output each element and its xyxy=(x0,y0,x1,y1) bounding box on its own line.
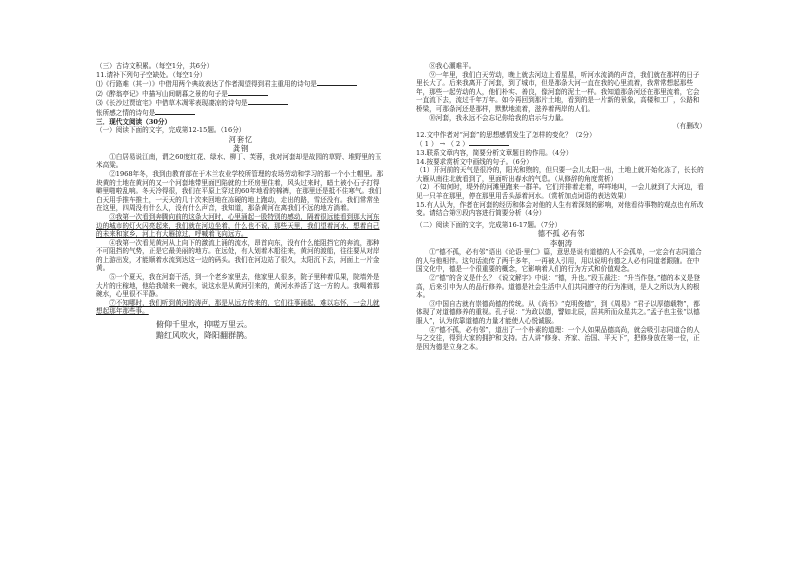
question-11-part-2: ⑵《醉翁亭记》中描写山间朝暮之景的句子是 xyxy=(96,89,386,99)
paragraph: ②“德”的含义是什么？《说文解字》中说：“德，升也。”段玉裁注：“升当作登。”德的本义是登高，后来引申为人的品行修养。道德是社会生活中人们共同遵守的行为准则，是人之所以为人的根本。 xyxy=(416,274,700,300)
right-column xyxy=(416,62,706,351)
question-12-fill: （ 1 ） → （ 2 ） xyxy=(416,139,706,149)
paragraph: ①白居易说江南，谓之60度红花、绿水、柳丁、芙蓉，我对河套却是故园的草野、堆野里的玉米高粱。 xyxy=(96,152,382,170)
poem-line: 黯红风吹火，降阳翻群鹊。 xyxy=(156,331,252,341)
answer-blank[interactable] xyxy=(248,98,288,105)
question-11-part-4: 怅所感之情的诗句是 xyxy=(96,108,386,118)
paragraph: ②1968年冬，我到由教育部在于木兰农业学校所管理的农场劳动和学习的那一个小土帽里。那块黄的土地在黄河的又一个河套地带里面凹陷就的土坯房里住着，风头过来时，暗土被小石子打得噼里啪啦乱响。冬天冷得很，我们在平原上穿过的60年地看的棉裤，在那里还是抵不住寒气。我们白天用手推车推土，一天天的几十次来回地在冻硬的地上跑动，走出的路，雪还没有。我们常常坐在这里，四周没有什么人，没有什么声音，我知道，那条黄河在离我们不远的地方淌着。 xyxy=(96,169,384,213)
answer-blank[interactable] xyxy=(228,89,268,96)
question-11-part-3: ⑶《长沙过贾谊宅》中借草木凋零表现凄凉的诗句是 xyxy=(96,98,386,108)
question-14-part-2: （2）不知何时，堤外的河滩里跑来一群羊。它们并排着走着，咩咩地叫，一会儿就到了大河边，看见一只羊在那里，停在那里用舌头舔着河水。（赏析加点词语的表达效果） xyxy=(416,183,704,200)
essay-title: 河套忆 xyxy=(228,134,254,144)
question-15: 15.有人认为，作者在河套的经历和体会对他的人生有着深刻的影响，对他看待事物的观点也有所改变。请结合第⑨段内容进行简要分析（4分） xyxy=(416,200,704,218)
revision-note: （有删改） xyxy=(673,122,706,131)
question-12: 12.文中作者对“河套”的思想感情发生了怎样的变化？（2分） xyxy=(416,130,596,139)
question-13: 13.联系文章内容，简要分析文章题目的作用。（4分） xyxy=(416,148,573,157)
question-11: 11.请补下列句子空缺处。（每空1分） xyxy=(96,70,207,79)
paragraph: ⑤一个夏天，我在河套干活，到一个老乡家里去，他家里人很多，院子里种着瓜果，院墙外是大片的庄稼地，他给我端来一碗水，说这水是从黄河引来的，黄河水养活了这一方的人。我喝着那碗水，心里很不平静。 xyxy=(96,273,380,299)
question-11-part-1: ⑴《行路难（其一）》中借用两个典故表达了作者渴望得到君主重用的诗句是 xyxy=(96,79,386,89)
paragraph: ③中国自古就有崇德尚德的传统。从《尚书》“克明俊德”，到《周易》“君子以厚德载物”，都体现了对道德修养的重视。孔子说：“为政以德，譬如北辰，居其所而众星共之。”孟子也主张“以德服人”，认为依靠道德的力量才能使人心悦诚服。 xyxy=(416,299,700,326)
part-heading: （一）阅读下面的文字，完成第12-15题。（16分） xyxy=(96,126,246,135)
essay-author: 龚钢 xyxy=(232,143,250,153)
section-heading: 三．现代文阅读（30分） xyxy=(96,117,172,126)
paragraph: ①“德不孤，必有邻”语出《论语·里仁》篇，意思是说有道德的人不会孤单，一定会有志同道合的人与他相伴。这句话流传了两千多年，一再被人引用，用以说明有德之人必有同道者跟随。在中国文化中，德是一个很重要的概念，它影响着人们的行为方式和价值观念。 xyxy=(416,248,702,274)
paragraph: ⑩河套，我永远不会忘记你给我的启示与力量。 xyxy=(429,113,568,122)
poem-line: 俯仰千里水，抑嗟万里云。 xyxy=(156,320,252,330)
section-heading: （三）古诗文积累。（每空1分，共6分） xyxy=(96,62,214,70)
part-heading: （二）阅读下面的文字，完成第16-17题。（7分） xyxy=(416,220,562,229)
paragraph: ④我第一次看见黄河从上向下的激流上涌的流水，昂首向东，没有什么能阻挡它的奔流，那种不可阻挡的气势，正是它最美丽的地方。在远处，有人划着木船往来，黄河的渡船，往往要从对岸的上游出发，才能顺着水流到达这一边的码头。我们在河边站了很久，太阳沉下去，河面上一片金黄。 xyxy=(96,238,380,273)
answer-blank[interactable] xyxy=(317,79,357,86)
paragraph-underlined: ③我第一次看到奔腾向前的这条大河时，心里涌起一股特别的感动，隔着很远能看到那大河东边的城市的灯火闪亮起来，我们就在河边坐着，什么也不说，那些天里，我们望着河水，想着自己的未来和家乡，河上有大雁掠过，呼喊着飞向远方。 xyxy=(96,212,380,239)
question-14: 14.按要求赏析文中画线的句子。（6分） xyxy=(416,157,533,166)
answer-blank[interactable] xyxy=(469,139,509,146)
question-14-part-1: （1）开河前的天气是很冷的，阳光和煦的，但只要一会儿太阳一出，土地上就开始化冻了，长长的大雁从南往北就看到了，里面听出春水的气息。（从修辞的角度赏析） xyxy=(416,166,704,183)
paragraph: ⑧我心潮难平。 xyxy=(429,62,476,70)
paragraph: ④“德不孤，必有邻”，道出了一个朴素的道理：一个人如果品德高尚，就会吸引志同道合的人与之交往，得到大家的拥护和支持。古人讲“修身、齐家、治国、平天下”，把修身放在第一位，正是因为德是立身之本。 xyxy=(416,325,700,351)
answer-blank[interactable] xyxy=(155,108,195,115)
paragraph-underlined: ⑦不知哪时，我们听到黄河的涛声，那是从远方传来的，它们往事涌起，难以忘怀，一会儿就想起那年那些事。 xyxy=(96,298,380,316)
paragraph: ⑨一年里，我们白天劳动，晚上就去河边上看星星，听河水流淌的声音，我们就在那样的日子里长大了。后来我离开了河套，到了城市，但是那条大河一直在我的心里流着，我常常想起那些年，那些一起劳动的人，他们朴实、善良，像河套的泥土一样。我知道那条河还在那里流着，它会一直流下去，流过千年万年。如今再回到那片土地，看到的是一片新的景象，高楼和工厂，公路和桥梁，可那条河还是那样，默默地流着，滋养着两岸的人们。 xyxy=(416,70,700,113)
essay-title: 德不孤 必有邻 xyxy=(537,229,585,239)
essay-author: 李朝涛 xyxy=(549,238,573,248)
left-column xyxy=(96,62,386,341)
